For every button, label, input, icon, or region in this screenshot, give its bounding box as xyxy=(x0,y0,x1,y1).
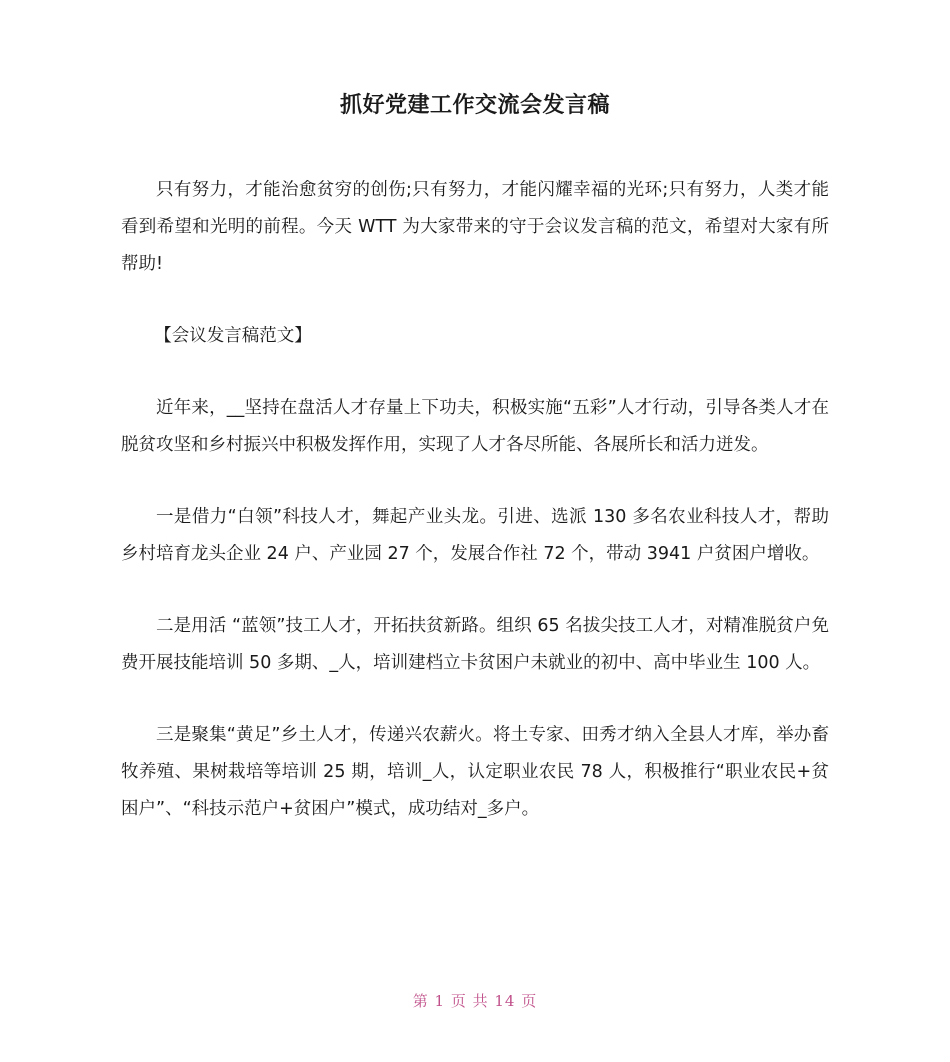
document-body xyxy=(121,172,829,863)
page-number-footer: 第 1 页 共 14 页 xyxy=(412,992,538,1010)
intro-paragraph: 只有努力，才能治愈贫穷的创伤;只有努力，才能闪耀幸福的光环;只有努力，人类才能看到希望和光明的前程。今天 WTT 为大家带来的守于会议发言稿的范文，希望对大家有所帮助! xyxy=(121,180,829,274)
point-one-paragraph: 一是借力“白领”科技人才，舞起产业头龙。引进、选派 130 多名农业科技人才，帮助乡村培育龙头企业 24 户、产业园 27 个，发展合作社 72 个，带动 3941 户贫困户增收。 xyxy=(121,507,829,564)
overview-paragraph: 近年来，__坚持在盘活人才存量上下功夫，积极实施“五彩”人才行动，引导各类人才在脱贫攻坚和乡村振兴中积极发挥作用，实现了人才各尽所能、各展所长和活力迸发。 xyxy=(121,398,829,455)
section-heading: 【会议发言稿范文】 xyxy=(154,326,312,346)
point-three-paragraph: 三是聚集“黄足”乡土人才，传递兴农薪火。将土专家、田秀才纳入全县人才库，举办畜牧养殖、果树栽培等培训 25 期，培训_人，认定职业农民 78 人，积极推行“职业农民+贫困户”、“科技示范户+贫困户”模式，成功结对_多户。 xyxy=(121,725,829,819)
document-title: 抓好党建工作交流会发言稿 xyxy=(339,93,610,118)
point-two-paragraph: 二是用活 “蓝领”技工人才，开拓扶贫新路。组织 65 名拔尖技工人才，对精准脱贫户免费开展技能培训 50 多期、_人，培训建档立卡贫困户未就业的初中、高中毕业生 100 人。 xyxy=(121,616,829,673)
